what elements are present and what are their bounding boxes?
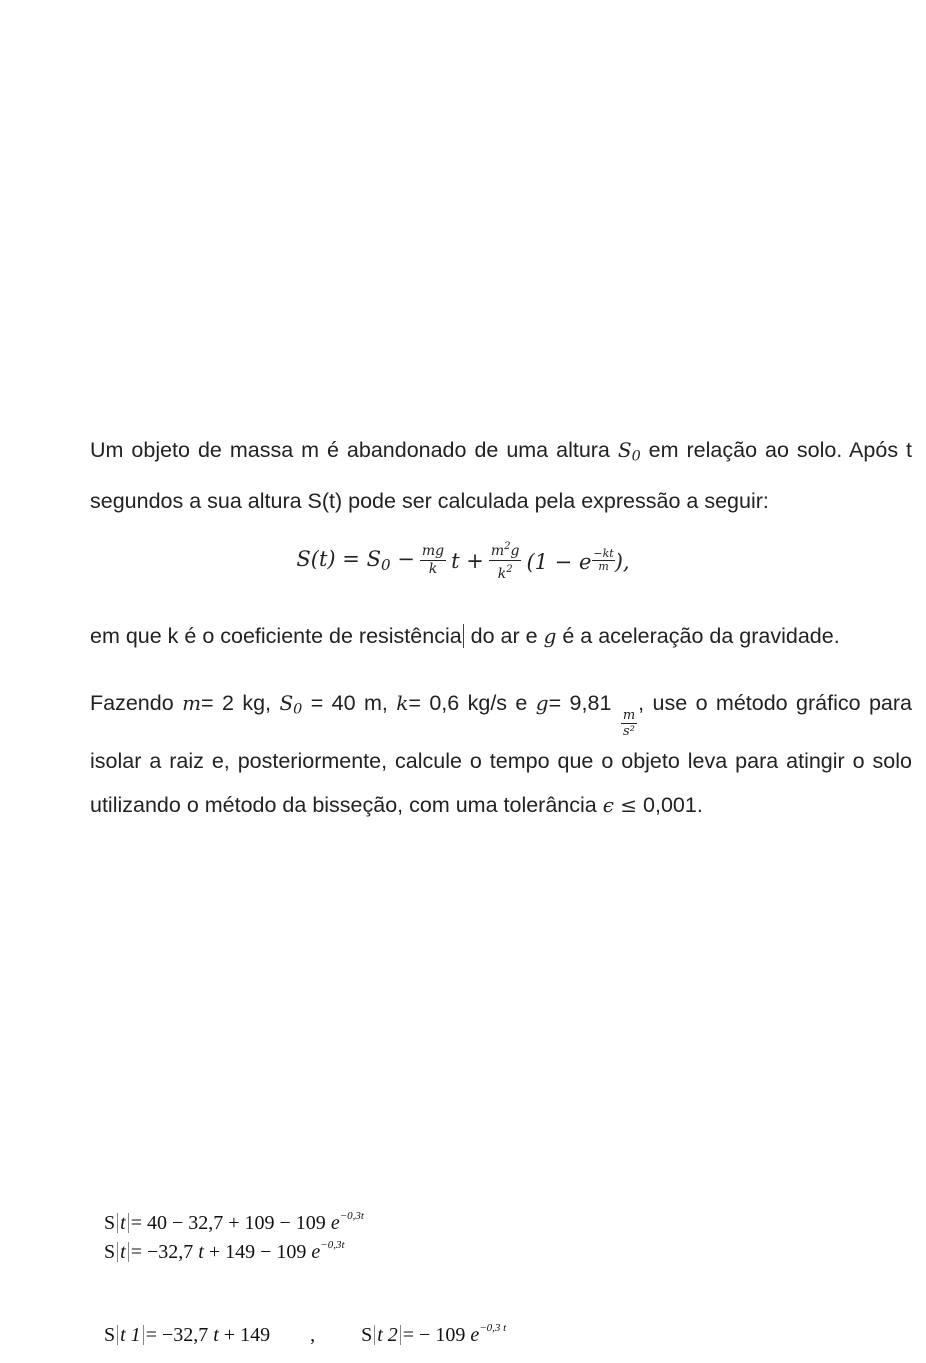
work-equation-1: S t = 40 − 32,7 + 109 − 109 $e^{-0,3t}$ bbox=[104, 1210, 364, 1234]
p2-text-a: em que k é o coeficiente de resistência bbox=[90, 624, 462, 648]
s0-symbol-2: $S_0$ bbox=[279, 691, 303, 718]
problem-paragraph-3 bbox=[90, 681, 912, 827]
s-sub: 0 bbox=[631, 448, 641, 465]
s-var: S bbox=[617, 438, 632, 462]
p1-text-a: Um objeto de massa m é abandonado de uma altura bbox=[90, 438, 618, 462]
p2-text-b: do ar e bbox=[464, 624, 544, 648]
p2-text-c: é a aceleração da gravidade. bbox=[556, 624, 840, 648]
m-symbol: m bbox=[182, 691, 202, 715]
formula-lhs: $S(t) = S_0$ − bbox=[296, 547, 415, 574]
k-symbol: k bbox=[396, 691, 409, 715]
p1-text-b: em relação ao solo. Após t segundos a sua altura S(t) pode ser calculada pela expressão a seguir: bbox=[90, 438, 913, 513]
problem-paragraph-1 bbox=[90, 428, 912, 523]
exponent-fraction: $\frac{-kt}{m}$ bbox=[593, 546, 614, 573]
g-symbol: g bbox=[543, 624, 557, 648]
s0-symbol bbox=[617, 438, 641, 465]
fraction-mg-over-k: $\frac{mg}{k}$ bbox=[421, 543, 445, 577]
epsilon-symbol: ϵ ≤ bbox=[602, 793, 638, 817]
height-formula bbox=[0, 538, 926, 583]
formula-paren: (1 − e $\frac{-kt}{m}$ ), bbox=[526, 546, 630, 574]
p3-text-b: = 2 kg, bbox=[201, 691, 280, 715]
unit-fraction: $\frac{m}{\text{s²}}$ bbox=[622, 708, 636, 739]
p3-text-c: = 40 m, bbox=[302, 691, 397, 715]
p3-text-d: = 0,6 kg/s e bbox=[408, 691, 536, 715]
p3-text-g: 0,001. bbox=[637, 793, 703, 817]
p3-text-e: = 9,81 bbox=[548, 691, 620, 715]
work-equation-3: S t 1 = −32,7 t + 149 , S t 2 = − 109 $e^{-0,3 t}$ bbox=[104, 1322, 507, 1346]
formula-t-plus: t + bbox=[451, 548, 484, 573]
problem-paragraph-2 bbox=[90, 614, 912, 658]
p3-text-a: Fazendo bbox=[90, 691, 183, 715]
p3-text-f: , use o método gráfico para isolar a raiz e, posteriormente, calcule o tempo que o objeto leva para atingir o solo utilizando o método da bisseção, com uma tolerância bbox=[90, 691, 912, 817]
fraction-m2g-over-k2: $\frac{m^2g}{k^2}$ bbox=[489, 538, 522, 583]
work-equation-2: S t = −32,7 t + 149 − 109 $e^{-0,3t}$ bbox=[104, 1239, 345, 1263]
text-cursor bbox=[463, 624, 464, 648]
g-symbol-2: g bbox=[535, 691, 549, 715]
